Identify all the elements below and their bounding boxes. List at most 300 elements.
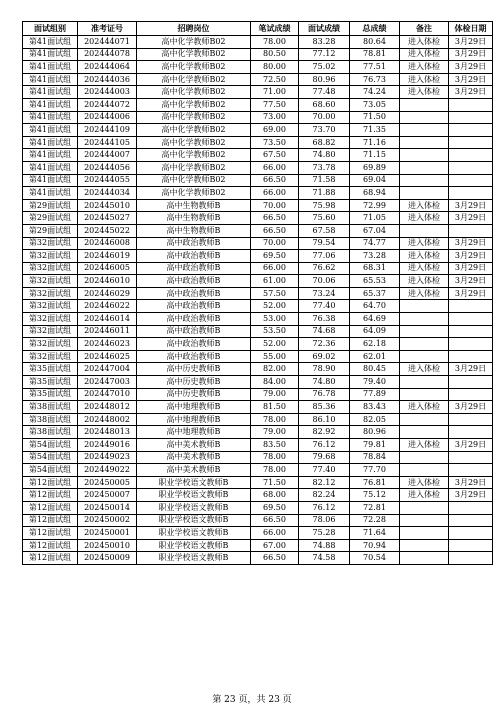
written-score-cell: 66.00 (251, 262, 299, 275)
table-row (23, 250, 493, 263)
interview-score-cell: 71.58 (299, 174, 350, 187)
position-cell: 高中政治教师B (137, 300, 251, 313)
written-score-cell: 78.00 (251, 36, 299, 49)
written-score-cell: 52.00 (251, 338, 299, 351)
total-score-cell: 77.51 (350, 61, 400, 74)
exam-date-cell (449, 527, 493, 540)
written-score-cell: 67.50 (251, 149, 299, 162)
total-score-cell: 62.18 (350, 338, 400, 351)
remark-cell: 进入体检 (400, 489, 449, 502)
position-cell: 高中化学教师B02 (137, 98, 251, 111)
remark-cell: 进入体检 (400, 86, 449, 99)
table-row (23, 48, 493, 61)
remark-cell: 进入体检 (400, 237, 449, 250)
written-score-cell: 77.50 (251, 98, 299, 111)
written-score-cell: 78.00 (251, 451, 299, 464)
position-cell: 职业学校语文教师B (137, 476, 251, 489)
remark-cell (400, 224, 449, 237)
written-score-cell: 53.00 (251, 313, 299, 326)
exam-id-cell: 202444007 (78, 149, 137, 162)
exam-date-cell (449, 325, 493, 338)
written-score-cell: 52.00 (251, 300, 299, 313)
remark-cell (400, 325, 449, 338)
total-score-cell: 70.54 (350, 552, 400, 565)
written-score-cell: 80.00 (251, 61, 299, 74)
table-row (23, 187, 493, 200)
interview-score-cell: 71.88 (299, 187, 350, 200)
total-score-cell: 71.05 (350, 212, 400, 225)
group-cell: 第41面试组 (23, 36, 78, 49)
position-cell: 高中地理教师B (137, 426, 251, 439)
header-interview-score: 面试成绩 (299, 22, 350, 36)
total-score-cell: 79.40 (350, 376, 400, 389)
total-score-cell: 74.24 (350, 86, 400, 99)
remark-cell: 进入体检 (400, 401, 449, 414)
exam-id-cell: 202450009 (78, 552, 137, 565)
exam-date-cell: 3月29日 (449, 401, 493, 414)
exam-id-cell: 202446011 (78, 325, 137, 338)
remark-cell: 进入体检 (400, 212, 449, 225)
remark-cell: 进入体检 (400, 36, 449, 49)
position-cell: 高中化学教师B02 (137, 111, 251, 124)
total-score-cell: 71.35 (350, 124, 400, 137)
exam-date-cell (449, 111, 493, 124)
interview-score-cell: 73.24 (299, 287, 350, 300)
interview-score-cell: 85.36 (299, 401, 350, 414)
exam-id-cell: 202447003 (78, 376, 137, 389)
exam-id-cell: 202445010 (78, 199, 137, 212)
remark-cell (400, 451, 449, 464)
remark-cell (400, 124, 449, 137)
position-cell: 高中化学教师B02 (137, 36, 251, 49)
written-score-cell: 66.00 (251, 161, 299, 174)
table-row (23, 262, 493, 275)
remark-cell (400, 426, 449, 439)
group-cell: 第29面试组 (23, 224, 78, 237)
total-score-cell: 77.70 (350, 464, 400, 477)
table-row (23, 489, 493, 502)
exam-date-cell: 3月29日 (449, 61, 493, 74)
written-score-cell: 66.50 (251, 174, 299, 187)
group-cell: 第29面试组 (23, 212, 78, 225)
remark-cell (400, 149, 449, 162)
table-row (23, 539, 493, 552)
exam-id-cell: 202448013 (78, 426, 137, 439)
total-score-cell: 65.53 (350, 275, 400, 288)
group-cell: 第29面试组 (23, 199, 78, 212)
position-cell: 高中化学教师B02 (137, 174, 251, 187)
total-score-cell: 73.28 (350, 250, 400, 263)
written-score-cell: 66.00 (251, 187, 299, 200)
group-cell: 第32面试组 (23, 237, 78, 250)
exam-id-cell: 202444105 (78, 136, 137, 149)
remark-cell (400, 376, 449, 389)
interview-score-cell: 73.78 (299, 161, 350, 174)
total-score-cell: 68.94 (350, 187, 400, 200)
exam-id-cell: 202449023 (78, 451, 137, 464)
table-row (23, 451, 493, 464)
group-cell: 第41面试组 (23, 149, 78, 162)
remark-cell (400, 187, 449, 200)
interview-score-cell: 83.28 (299, 36, 350, 49)
interview-score-cell: 74.80 (299, 376, 350, 389)
interview-score-cell: 77.40 (299, 464, 350, 477)
group-cell: 第38面试组 (23, 401, 78, 414)
results-table (22, 21, 493, 565)
exam-id-cell: 202450007 (78, 489, 137, 502)
interview-score-cell: 77.40 (299, 300, 350, 313)
remark-cell: 进入体检 (400, 73, 449, 86)
total-score-cell: 65.37 (350, 287, 400, 300)
group-cell: 第41面试组 (23, 161, 78, 174)
position-cell: 高中地理教师B (137, 401, 251, 414)
written-score-cell: 72.50 (251, 73, 299, 86)
remark-cell: 进入体检 (400, 262, 449, 275)
interview-score-cell: 75.60 (299, 212, 350, 225)
remark-cell (400, 539, 449, 552)
table-header-row (23, 22, 493, 36)
table-row (23, 136, 493, 149)
exam-id-cell: 202450014 (78, 501, 137, 514)
remark-cell (400, 338, 449, 351)
page-footer: 第 23 页，共 23 页 (212, 695, 292, 705)
total-score-cell: 70.94 (350, 539, 400, 552)
position-cell: 高中政治教师B (137, 262, 251, 275)
interview-score-cell: 73.70 (299, 124, 350, 137)
written-score-cell: 61.00 (251, 275, 299, 288)
table-row (23, 401, 493, 414)
interview-score-cell: 76.12 (299, 439, 350, 452)
written-score-cell: 68.00 (251, 489, 299, 502)
remark-cell: 进入体检 (400, 439, 449, 452)
table-row (23, 174, 493, 187)
remark-cell: 进入体检 (400, 363, 449, 376)
remark-cell (400, 413, 449, 426)
total-score-cell: 62.01 (350, 350, 400, 363)
exam-id-cell: 202446008 (78, 237, 137, 250)
written-score-cell: 82.00 (251, 363, 299, 376)
table-row (23, 111, 493, 124)
interview-score-cell: 76.38 (299, 313, 350, 326)
written-score-cell: 53.50 (251, 325, 299, 338)
position-cell: 高中生物教师B (137, 199, 251, 212)
written-score-cell: 66.50 (251, 224, 299, 237)
group-cell: 第32面试组 (23, 300, 78, 313)
written-score-cell: 70.00 (251, 237, 299, 250)
exam-id-cell: 202444109 (78, 124, 137, 137)
exam-date-cell (449, 136, 493, 149)
exam-id-cell: 202444056 (78, 161, 137, 174)
position-cell: 职业学校语文教师B (137, 514, 251, 527)
table-row (23, 313, 493, 326)
exam-date-cell (449, 539, 493, 552)
table-row (23, 275, 493, 288)
interview-score-cell: 76.12 (299, 501, 350, 514)
exam-id-cell: 202446010 (78, 275, 137, 288)
group-cell: 第54面试组 (23, 439, 78, 452)
interview-score-cell: 86.10 (299, 413, 350, 426)
table-row (23, 350, 493, 363)
exam-id-cell: 202445027 (78, 212, 137, 225)
written-score-cell: 78.00 (251, 413, 299, 426)
total-score-cell: 80.96 (350, 426, 400, 439)
exam-id-cell: 202446025 (78, 350, 137, 363)
remark-cell (400, 464, 449, 477)
total-score-cell: 64.70 (350, 300, 400, 313)
position-cell: 高中美术教师B (137, 439, 251, 452)
header-exam-id: 准考证号 (78, 22, 137, 36)
group-cell: 第41面试组 (23, 124, 78, 137)
exam-date-cell: 3月29日 (449, 73, 493, 86)
group-cell: 第12面试组 (23, 527, 78, 540)
total-score-cell: 69.89 (350, 161, 400, 174)
interview-score-cell: 82.92 (299, 426, 350, 439)
total-score-cell: 80.45 (350, 363, 400, 376)
position-cell: 职业学校语文教师B (137, 552, 251, 565)
written-score-cell: 80.50 (251, 48, 299, 61)
exam-date-cell: 3月29日 (449, 489, 493, 502)
position-cell: 高中化学教师B02 (137, 124, 251, 137)
header-total-score: 总成绩 (350, 22, 400, 36)
exam-date-cell (449, 161, 493, 174)
interview-score-cell: 74.58 (299, 552, 350, 565)
exam-date-cell: 3月29日 (449, 212, 493, 225)
exam-id-cell: 202444078 (78, 48, 137, 61)
interview-score-cell: 80.96 (299, 73, 350, 86)
exam-id-cell: 202444034 (78, 187, 137, 200)
exam-date-cell (449, 451, 493, 464)
interview-score-cell: 76.78 (299, 388, 350, 401)
table-row (23, 300, 493, 313)
written-score-cell: 84.00 (251, 376, 299, 389)
total-score-cell: 76.81 (350, 476, 400, 489)
position-cell: 高中历史教师B (137, 388, 251, 401)
remark-cell (400, 313, 449, 326)
remark-cell: 进入体检 (400, 476, 449, 489)
remark-cell: 进入体检 (400, 250, 449, 263)
group-cell: 第54面试组 (23, 464, 78, 477)
exam-date-cell (449, 174, 493, 187)
written-score-cell: 69.50 (251, 250, 299, 263)
total-score-cell: 76.73 (350, 73, 400, 86)
table-row (23, 338, 493, 351)
exam-date-cell: 3月29日 (449, 199, 493, 212)
written-score-cell: 78.00 (251, 464, 299, 477)
group-cell: 第41面试组 (23, 73, 78, 86)
interview-score-cell: 79.68 (299, 451, 350, 464)
table-row (23, 287, 493, 300)
table-row (23, 464, 493, 477)
total-score-cell: 78.84 (350, 451, 400, 464)
group-cell: 第12面试组 (23, 552, 78, 565)
total-score-cell: 83.43 (350, 401, 400, 414)
exam-date-cell (449, 224, 493, 237)
written-score-cell: 83.50 (251, 439, 299, 452)
remark-cell (400, 388, 449, 401)
remark-cell (400, 527, 449, 540)
group-cell: 第12面试组 (23, 514, 78, 527)
header-position: 招聘岗位 (137, 22, 251, 36)
written-score-cell: 67.00 (251, 539, 299, 552)
position-cell: 高中政治教师B (137, 313, 251, 326)
total-score-cell: 73.05 (350, 98, 400, 111)
exam-date-cell: 3月29日 (449, 250, 493, 263)
group-cell: 第41面试组 (23, 48, 78, 61)
table-row (23, 426, 493, 439)
table-row (23, 237, 493, 250)
written-score-cell: 66.50 (251, 552, 299, 565)
table-row (23, 36, 493, 49)
exam-id-cell: 202450005 (78, 476, 137, 489)
group-cell: 第32面试组 (23, 250, 78, 263)
total-score-cell: 64.09 (350, 325, 400, 338)
header-exam-date: 体检日期 (449, 22, 493, 36)
remark-cell: 进入体检 (400, 199, 449, 212)
interview-score-cell: 76.62 (299, 262, 350, 275)
exam-id-cell: 202444064 (78, 61, 137, 74)
table-row (23, 61, 493, 74)
written-score-cell: 69.50 (251, 501, 299, 514)
interview-score-cell: 70.00 (299, 111, 350, 124)
exam-date-cell (449, 149, 493, 162)
interview-score-cell: 78.06 (299, 514, 350, 527)
exam-id-cell: 202444055 (78, 174, 137, 187)
written-score-cell: 57.50 (251, 287, 299, 300)
exam-id-cell: 202448002 (78, 413, 137, 426)
group-cell: 第54面试组 (23, 451, 78, 464)
interview-score-cell: 70.06 (299, 275, 350, 288)
exam-date-cell (449, 464, 493, 477)
group-cell: 第32面试组 (23, 287, 78, 300)
total-score-cell: 72.99 (350, 199, 400, 212)
exam-id-cell: 202450010 (78, 539, 137, 552)
exam-date-cell (449, 552, 493, 565)
written-score-cell: 66.50 (251, 212, 299, 225)
header-remark: 备注 (400, 22, 449, 36)
position-cell: 高中美术教师B (137, 464, 251, 477)
total-score-cell: 72.28 (350, 514, 400, 527)
total-score-cell: 77.89 (350, 388, 400, 401)
exam-id-cell: 202446005 (78, 262, 137, 275)
total-score-cell: 71.16 (350, 136, 400, 149)
group-cell: 第41面试组 (23, 187, 78, 200)
exam-date-cell: 3月29日 (449, 237, 493, 250)
group-cell: 第12面试组 (23, 501, 78, 514)
exam-date-cell (449, 426, 493, 439)
position-cell: 高中政治教师B (137, 338, 251, 351)
interview-score-cell: 69.02 (299, 350, 350, 363)
remark-cell (400, 136, 449, 149)
remark-cell: 进入体检 (400, 48, 449, 61)
exam-date-cell: 3月29日 (449, 36, 493, 49)
position-cell: 高中化学教师B02 (137, 73, 251, 86)
position-cell: 高中政治教师B (137, 237, 251, 250)
position-cell: 职业学校语文教师B (137, 539, 251, 552)
interview-score-cell: 74.68 (299, 325, 350, 338)
total-score-cell: 67.04 (350, 224, 400, 237)
total-score-cell: 72.81 (350, 501, 400, 514)
remark-cell: 进入体检 (400, 275, 449, 288)
written-score-cell: 73.00 (251, 111, 299, 124)
table-row (23, 73, 493, 86)
position-cell: 高中化学教师B02 (137, 48, 251, 61)
position-cell: 高中历史教师B (137, 376, 251, 389)
written-score-cell: 66.50 (251, 514, 299, 527)
total-score-cell: 74.77 (350, 237, 400, 250)
exam-date-cell: 3月29日 (449, 439, 493, 452)
exam-date-cell: 3月29日 (449, 476, 493, 489)
remark-cell (400, 161, 449, 174)
interview-score-cell: 78.90 (299, 363, 350, 376)
exam-id-cell: 202446014 (78, 313, 137, 326)
exam-id-cell: 202446019 (78, 250, 137, 263)
header-written-score: 笔试成绩 (251, 22, 299, 36)
exam-date-cell (449, 514, 493, 527)
interview-score-cell: 77.48 (299, 86, 350, 99)
exam-id-cell: 202444036 (78, 73, 137, 86)
position-cell: 职业学校语文教师B (137, 489, 251, 502)
remark-cell (400, 111, 449, 124)
total-score-cell: 71.64 (350, 527, 400, 540)
exam-date-cell (449, 338, 493, 351)
exam-date-cell (449, 300, 493, 313)
exam-id-cell: 202446022 (78, 300, 137, 313)
position-cell: 高中化学教师B02 (137, 136, 251, 149)
position-cell: 高中政治教师B (137, 287, 251, 300)
table-row (23, 527, 493, 540)
exam-id-cell: 202445022 (78, 224, 137, 237)
table-row (23, 149, 493, 162)
exam-id-cell: 202450001 (78, 527, 137, 540)
interview-score-cell: 67.58 (299, 224, 350, 237)
total-score-cell: 75.12 (350, 489, 400, 502)
table-row (23, 325, 493, 338)
position-cell: 高中政治教师B (137, 325, 251, 338)
written-score-cell: 79.00 (251, 388, 299, 401)
exam-date-cell (449, 98, 493, 111)
interview-score-cell: 77.12 (299, 48, 350, 61)
remark-cell (400, 552, 449, 565)
position-cell: 高中政治教师B (137, 250, 251, 263)
exam-id-cell: 202449016 (78, 439, 137, 452)
exam-date-cell (449, 501, 493, 514)
interview-score-cell: 75.02 (299, 61, 350, 74)
position-cell: 高中化学教师B02 (137, 149, 251, 162)
table-row (23, 212, 493, 225)
group-cell: 第35面试组 (23, 376, 78, 389)
exam-id-cell: 202444071 (78, 36, 137, 49)
group-cell: 第41面试组 (23, 111, 78, 124)
exam-id-cell: 202446023 (78, 338, 137, 351)
exam-id-cell: 202444072 (78, 98, 137, 111)
group-cell: 第41面试组 (23, 174, 78, 187)
position-cell: 高中生物教师B (137, 212, 251, 225)
table-row (23, 376, 493, 389)
interview-score-cell: 75.98 (299, 199, 350, 212)
position-cell: 职业学校语文教师B (137, 527, 251, 540)
group-cell: 第12面试组 (23, 489, 78, 502)
exam-date-cell (449, 187, 493, 200)
exam-id-cell: 202449022 (78, 464, 137, 477)
group-cell: 第41面试组 (23, 61, 78, 74)
total-score-cell: 68.31 (350, 262, 400, 275)
table-row (23, 413, 493, 426)
exam-date-cell: 3月29日 (449, 275, 493, 288)
total-score-cell: 78.81 (350, 48, 400, 61)
exam-date-cell (449, 388, 493, 401)
table-row (23, 98, 493, 111)
exam-id-cell: 202446029 (78, 287, 137, 300)
